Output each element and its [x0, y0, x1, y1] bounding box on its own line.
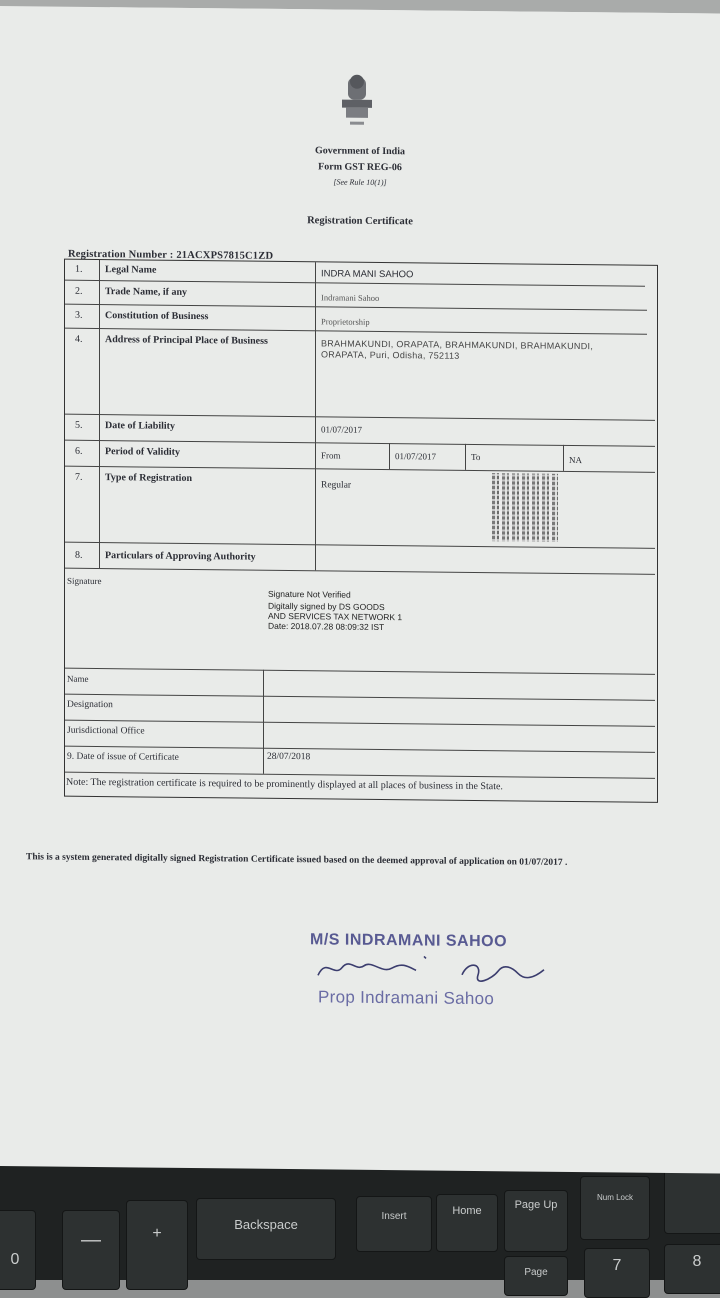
- label-jurisdictional-office: Jurisdictional Office: [67, 725, 145, 737]
- rule-heading: [See Rule 10(1)]: [333, 177, 387, 188]
- divider: [65, 542, 655, 549]
- key-7: 7: [584, 1248, 650, 1298]
- divider: [65, 668, 655, 675]
- value-address: BRAHMAKUNDI, ORAPATA, BRAHMAKUNDI, BRAHMAKUNDI, ORAPATA, Puri, Odisha, 752113: [321, 338, 594, 361]
- qr-code: [492, 473, 558, 542]
- row-number: 8.: [75, 549, 83, 561]
- row-number: 5.: [75, 419, 83, 431]
- value-date-of-liability: 01/07/2017: [321, 424, 363, 435]
- label-name: Name: [67, 673, 89, 684]
- value-type-of-registration: Regular: [321, 480, 352, 491]
- row-number: 2.: [75, 285, 83, 297]
- label-to: To: [471, 451, 481, 463]
- row-number: 6.: [75, 445, 83, 457]
- key-8: 8: [664, 1244, 720, 1294]
- value-from: 01/07/2017: [395, 451, 437, 462]
- form-heading: Form GST REG-06: [318, 161, 402, 174]
- row-number: 4.: [75, 333, 83, 345]
- label-date-of-issue: 9. Date of issue of Certificate: [67, 751, 179, 763]
- label-date-of-liability: Date of Liability: [105, 420, 175, 432]
- divider: [65, 694, 655, 701]
- label-address: Address of Principal Place of Business: [105, 334, 268, 347]
- row-number: 7.: [75, 471, 83, 483]
- key-home: Home: [436, 1194, 498, 1252]
- label-legal-name: Legal Name: [105, 264, 157, 276]
- registration-table: [64, 259, 658, 803]
- national-emblem-icon: [334, 71, 380, 129]
- label-from: From: [321, 450, 341, 461]
- label-trade-name: Trade Name, if any: [105, 286, 188, 298]
- row-number: 1.: [75, 263, 83, 275]
- key-insert: Insert: [356, 1196, 432, 1252]
- row-number: 3.: [75, 309, 83, 321]
- signature-date: Date: 2018.07.28 08:09:32 IST: [268, 620, 385, 633]
- gov-heading: Government of India: [315, 145, 405, 158]
- handwritten-signature: [312, 947, 552, 990]
- value-constitution: Proprietorship: [321, 316, 370, 327]
- certificate-paper: [0, 6, 720, 1174]
- key-plus: +: [126, 1200, 188, 1290]
- key-page-down: Page: [504, 1256, 568, 1296]
- label-constitution: Constitution of Business: [105, 310, 209, 323]
- divider: [563, 445, 564, 471]
- digital-signature-block: [268, 589, 402, 632]
- note-text: Note: The registration certificate is required to be prominently displayed at all places of business in the State.: [66, 776, 503, 793]
- signature-signed-by: Digitally signed by DS GOODS: [268, 600, 385, 613]
- divider: [65, 720, 655, 727]
- registration-number: Registration Number : 21ACXPS7815C1ZD: [68, 248, 274, 262]
- divider: [389, 443, 390, 469]
- signature-signed-by-cont: AND SERVICES TAX NETWORK 1: [268, 610, 403, 623]
- value-trade-name: Indramani Sahoo: [321, 292, 380, 303]
- label-period-of-validity: Period of Validity: [105, 446, 181, 458]
- key-page-up: Page Up: [504, 1190, 568, 1252]
- divider: [65, 568, 655, 575]
- label-signature: Signature: [67, 575, 102, 587]
- value-date-of-issue: 28/07/2018: [267, 751, 311, 763]
- key-num-lock: Num Lock: [580, 1176, 650, 1240]
- keyboard: [0, 1160, 720, 1280]
- signature-status: Signature Not Verified: [268, 588, 351, 600]
- label-approving-authority: Particulars of Approving Authority: [105, 550, 256, 563]
- key-backspace: Backspace: [196, 1198, 336, 1260]
- label-designation: Designation: [67, 699, 113, 711]
- page-title: Registration Certificate: [307, 215, 413, 228]
- key: [664, 1166, 720, 1234]
- divider: [465, 444, 466, 470]
- value-legal-name: INDRA MANI SAHOO: [321, 268, 414, 281]
- footer-text: This is a system generated digitally signed Registration Certificate issued based on the deemed approval of application on 01/07/2017 .: [26, 852, 568, 868]
- label-type-of-registration: Type of Registration: [105, 472, 193, 485]
- value-to: NA: [569, 454, 582, 466]
- firm-stamp: M/S INDRAMANI SAHOO: [310, 931, 508, 951]
- proprietor-stamp: Prop Indramani Sahoo: [318, 987, 495, 1009]
- key-minus: —: [62, 1210, 120, 1290]
- key-0: 0: [0, 1210, 36, 1290]
